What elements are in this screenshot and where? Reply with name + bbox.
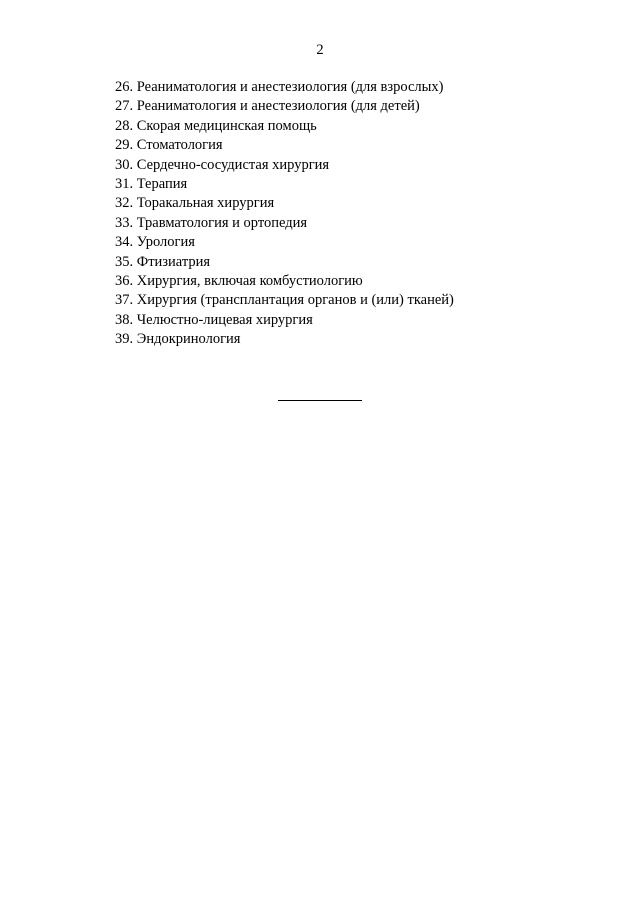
item-text: Реаниматология и анестезиология (для детей) (136, 98, 420, 115)
list-item (115, 291, 454, 310)
item-number: 30. (115, 156, 134, 173)
item-number: 31. (115, 176, 134, 193)
list-item (115, 272, 454, 291)
item-number: 28. (115, 117, 134, 134)
item-text: Торакальная хирургия (136, 195, 275, 212)
item-number: 27. (115, 98, 134, 115)
item-text: Фтизиатрия (136, 253, 211, 270)
item-number: 35. (115, 253, 134, 270)
end-divider-line (278, 400, 362, 401)
item-text: Урология (136, 234, 195, 251)
list-item (115, 253, 454, 272)
list-item (115, 233, 454, 252)
item-number: 33. (115, 214, 134, 231)
item-text: Челюстно-лицевая хирургия (136, 311, 313, 328)
item-text: Терапия (136, 176, 188, 193)
list-item (115, 194, 454, 213)
item-number: 37. (115, 292, 134, 309)
item-number: 38. (115, 311, 134, 328)
item-text: Стоматология (136, 137, 223, 154)
list-item (115, 214, 454, 233)
item-text: Эндокринология (136, 331, 241, 348)
item-number: 34. (115, 234, 134, 251)
page-number: 2 (316, 42, 324, 58)
item-text: Хирургия, включая комбустиологию (136, 273, 363, 290)
list-item (115, 97, 454, 116)
item-number: 26. (115, 79, 134, 95)
list-item (115, 78, 454, 97)
specialty-list (115, 78, 454, 350)
item-number: 36. (115, 273, 134, 290)
item-number: 32. (115, 195, 134, 212)
list-item (115, 136, 454, 155)
item-text: Травматология и ортопедия (136, 214, 308, 231)
list-item (115, 156, 454, 175)
item-text: Хирургия (трансплантация органов и (или) тканей) (136, 292, 454, 309)
item-text: Реаниматология и анестезиология (для взрослых) (136, 79, 444, 95)
list-item (115, 311, 454, 330)
item-number: 29. (115, 137, 134, 154)
item-text: Сердечно-сосудистая хирургия (136, 156, 330, 173)
list-item (115, 330, 454, 349)
list-item (115, 175, 454, 194)
item-text: Скорая медицинская помощь (136, 117, 317, 134)
list-item (115, 117, 454, 136)
item-number: 39. (115, 331, 134, 348)
